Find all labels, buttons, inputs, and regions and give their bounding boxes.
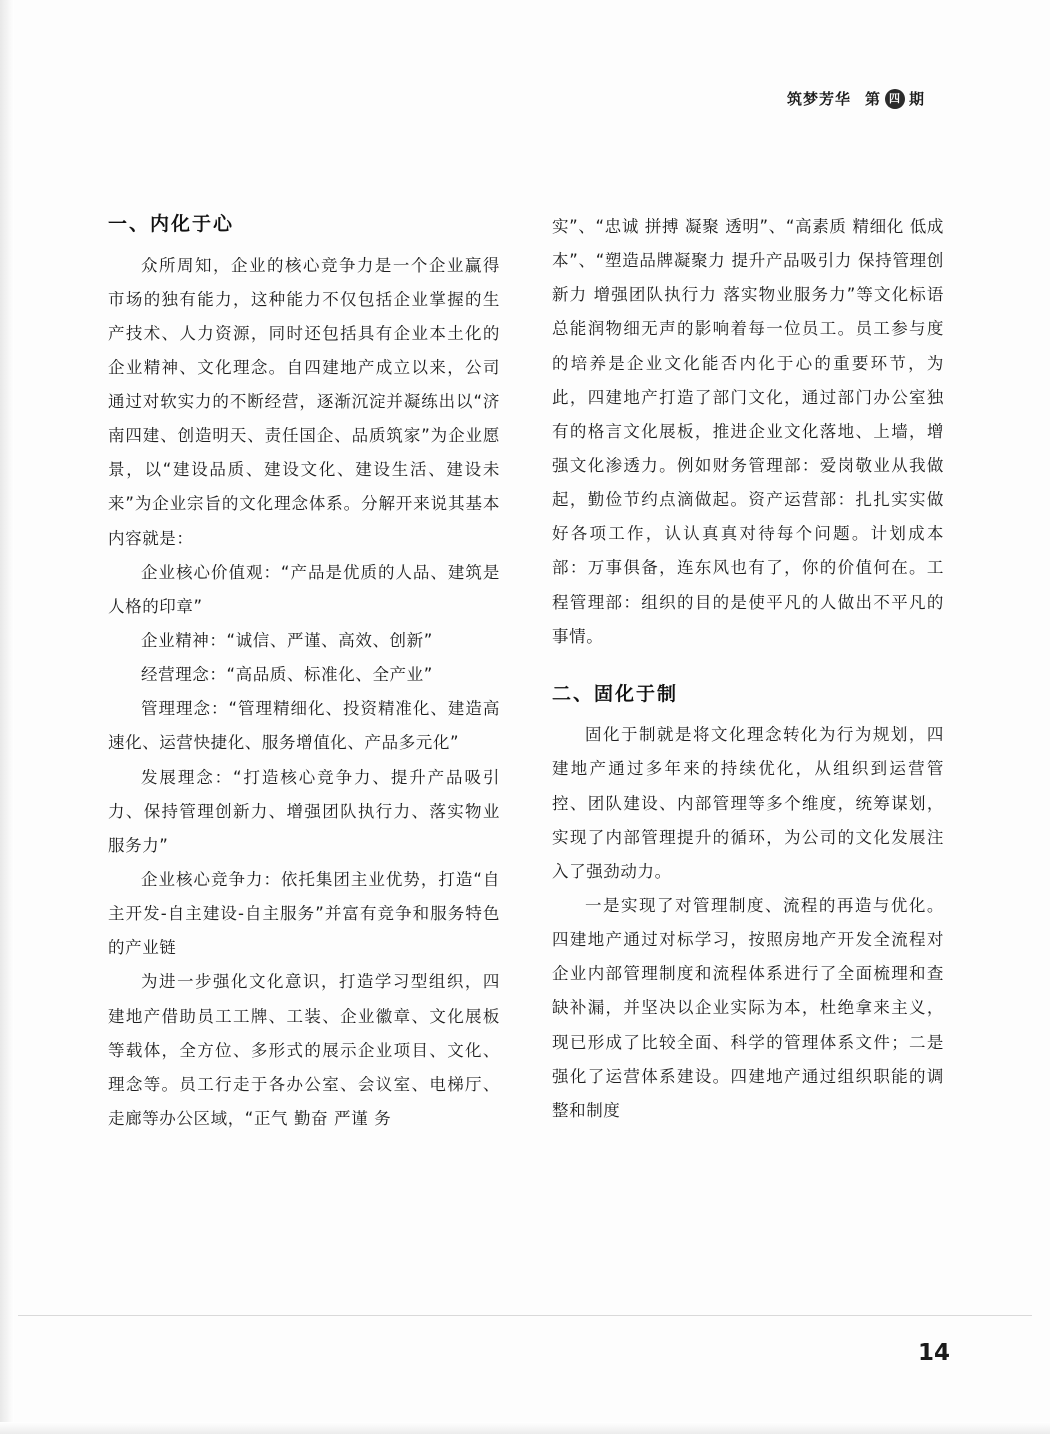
- header-issue-suffix: 期: [908, 90, 925, 108]
- section-heading-two: 二、固化于制: [552, 682, 679, 705]
- paragraph: 固化于制就是将文化理念转化为行为规划，四建地产通过多年来的持续优化，从组织到运营管控、团队建设、内部管理等多个维度，统筹谋划，实现了内部管理提升的循环，为公司的文化发展注入了强劲动力。: [552, 725, 944, 881]
- page-edge-shadow-left: [0, 0, 14, 1434]
- article-body: [108, 210, 944, 1220]
- header-issue-prefix: 第: [864, 90, 881, 108]
- paragraph: 管理理念：“管理精细化、投资精准化、建造高速化、运营快捷化、服务增值化、产品多元化”: [108, 699, 500, 753]
- paragraph: 一是实现了对管理制度、流程的再造与优化。四建地产通过对标学习，按照房地产开发全流程对企业内部管理制度和流程体系进行了全面梳理和查缺补漏，并坚决以企业实际为本，杜绝拿来主义，现已形成了比较全面、科学的管理体系文件；二是强化了运营体系建设。四建地产通过组织职能的调整和制度: [552, 896, 944, 1120]
- footer-divider: [18, 1315, 1032, 1316]
- paragraph: 企业核心竞争力：依托集团主业优势，打造“自主开发-自主建设-自主服务”并富有竞争和服务特色的产业链: [108, 870, 500, 958]
- section-heading-one: 一、内化于心: [108, 213, 235, 235]
- header-publication-title: 筑梦芳华: [786, 90, 851, 108]
- paragraph: 发展理念：“打造核心竞争力、提升产品吸引力、保持管理创新力、增强团队执行力、落实物业服务力”: [108, 767, 500, 855]
- paragraph: 企业精神：“诚信、严谨、高效、创新”: [141, 631, 433, 651]
- paragraph: 经营理念：“高品质、标准化、全产业”: [141, 665, 433, 685]
- running-header: [787, 88, 925, 109]
- page-number: 14: [917, 1340, 950, 1366]
- paragraph: 众所周知，企业的核心竞争力是一个企业赢得市场的独有能力，这种能力不仅包括企业掌握的生产技术、人力资源，同时还包括具有企业本土化的企业精神、文化理念。自四建地产成立以来，公司通过对软实力的不断经营，逐渐沉淀并凝练出以“济南四建、创造明天、责任国企、品质筑家”为企业愿景，以“建设品质、建设文化、建设生活、建设未来”为企业宗旨的文化理念体系。分解开来说其基本内容就是：: [108, 255, 500, 548]
- header-issue-badge: 四: [885, 89, 905, 109]
- paragraph: 为进一步强化文化意识，打造学习型组织，四建地产借助员工工牌、工装、企业徽章、文化展板等载体，全方位、多形式的展示企业项目、文化、理念等。员工行走于各办公室、会议室、电梯厅、走廊等办公区域，“正气 勤奋 严谨 务: [108, 972, 500, 1129]
- paragraph: 企业核心价值观：“产品是优质的人品、建筑是人格的印章”: [108, 562, 500, 616]
- header-issue: [865, 88, 925, 109]
- paragraph-continuation: 实”、“忠诚 拼搏 凝聚 透明”、“高素质 精细化 低成本”、“塑造品牌凝聚力 提升产品吸引力 保持管理创新力 增强团队执行力 落实物业服务力”等文化标语总能润物细无声的影响着每一位员工。员工参与度的培养是企业文化能否内化于心的重要环节，为此，四建地产打造了部门文化，通过部门办公室独有的格言文化展板，推进企业文化落地、上墙，增强文化渗透力。例如财务管理部：爱岗敬业从我做起，勤俭节约点滴做起。资产运营部：扎扎实实做好各项工作，认认真真对待每个问题。计划成本部：万事俱备，连东风也有了，你的价值何在。工程管理部：组织的目的是使平凡的人做出不平凡的事情。: [552, 217, 944, 646]
- column-right: [552, 210, 944, 1220]
- page-edge-shadow-bottom: [0, 1422, 1050, 1434]
- column-left: [108, 210, 500, 1220]
